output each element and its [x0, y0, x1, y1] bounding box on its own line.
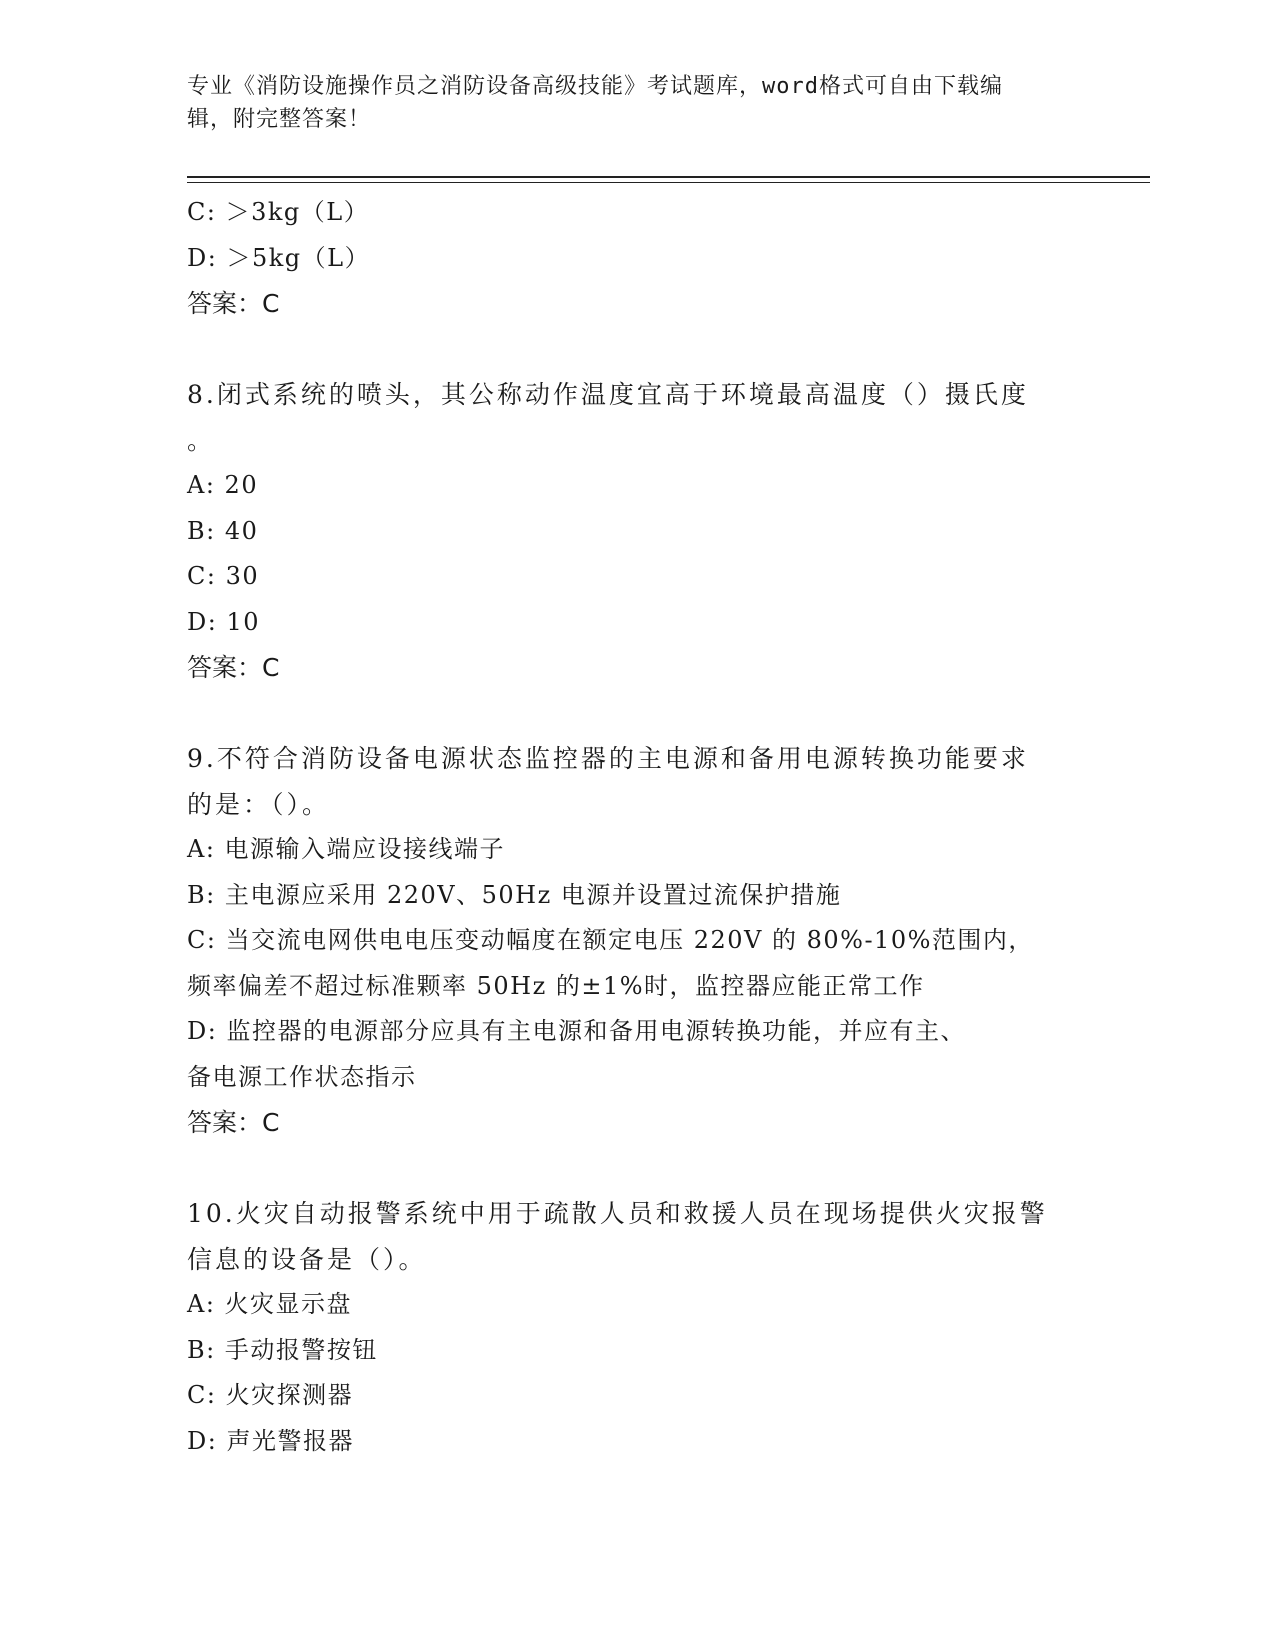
q8-stem-line-1: 8.闭式系统的喷头，其公称动作温度宜高于环境最高温度（）摄氏度 [187, 380, 1029, 409]
document-body [187, 190, 1067, 1464]
spacer [187, 691, 1067, 737]
q10-option-a: A: 火灾显示盘 [187, 1290, 353, 1318]
q9-stem-line-1: 9.不符合消防设备电源状态监控器的主电源和备用电源转换功能要求 [187, 744, 1029, 773]
question-8 [187, 372, 1067, 691]
q10-stem-line-2: 信息的设备是（）。 [187, 1244, 427, 1274]
header-line-2: 辑，附完整答案！ [187, 107, 372, 132]
q9-option-c-line-1: C: 当交流电网供电电压变动幅度在额定电压 220V 的 80%-10%范围内， [187, 926, 1034, 954]
header-divider-thin [187, 182, 1150, 183]
q10-option-b: B: 手动报警按钮 [187, 1335, 378, 1364]
q8-option-a: A: 20 [187, 471, 259, 499]
document-header [187, 70, 1067, 136]
q10-option-d: D: 声光警报器 [187, 1426, 354, 1455]
q8-option-b: B: 40 [187, 516, 259, 545]
question-10 [187, 1191, 1067, 1464]
q10-option-c: C: 火灾探测器 [187, 1381, 354, 1409]
q8-stem-line-2: 。 [187, 425, 216, 455]
spacer [187, 1146, 1067, 1192]
q9-stem-line-2: 的是：（）。 [187, 789, 331, 819]
q9-option-d-line-2: 备电源工作状态指示 [187, 1062, 417, 1091]
q7-answer: 答案：C [187, 289, 280, 318]
q9-option-c-line-2: 频率偏差不超过标准颗率 50Hz 的±1%时，监控器应能正常工作 [187, 971, 925, 1000]
q8-option-d: D: 10 [187, 607, 260, 636]
header-line-1: 专业《消防设施操作员之消防设备高级技能》考试题库，word格式可自由下载编 [187, 74, 1003, 99]
q9-answer: 答案：C [187, 1108, 280, 1137]
spacer [187, 327, 1067, 373]
q10-stem-line-1: 10.火灾自动报警系统中用于疏散人员和救援人员在现场提供火灾报警 [187, 1199, 1048, 1228]
question-7 [187, 190, 1067, 327]
q7-option-d: D: ＞5kg（L） [187, 243, 371, 272]
q8-answer: 答案：C [187, 653, 280, 682]
q9-option-b: B: 主电源应采用 220V、50Hz 电源并设置过流保护措施 [187, 880, 842, 909]
question-9 [187, 736, 1067, 1146]
header-divider-thick [187, 176, 1150, 178]
q9-option-d-line-1: D: 监控器的电源部分应具有主电源和备用电源转换功能，并应有主、 [187, 1017, 966, 1045]
q8-option-c: C: 30 [187, 562, 260, 590]
q7-option-c: C: ＞3kg（L） [187, 198, 370, 226]
q9-option-a: A: 电源输入端应设接线端子 [187, 835, 506, 863]
